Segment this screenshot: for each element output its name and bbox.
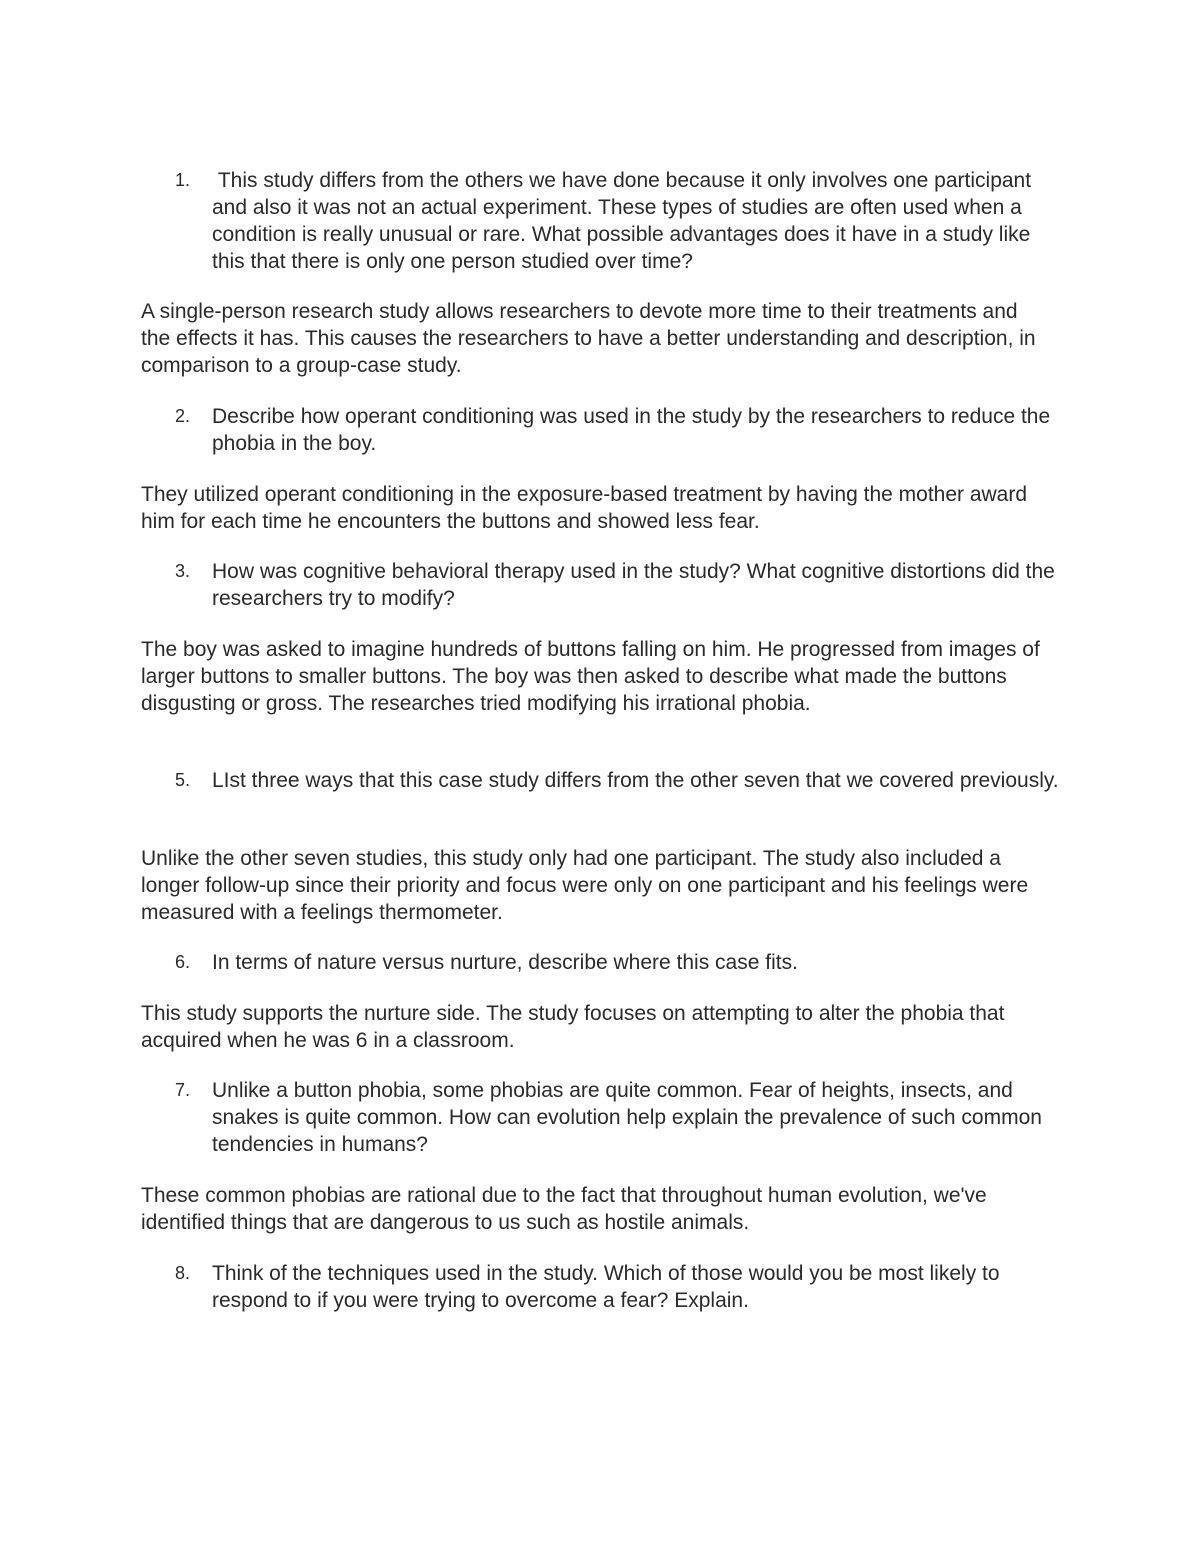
question-6 (141, 949, 1061, 976)
question-number: 1. (175, 170, 191, 190)
question-number: 2. (175, 406, 191, 426)
question-7 (141, 1077, 1061, 1158)
question-text: Unlike a button phobia, some phobias are quite common. Fear of heights, insects, and snakes is quite common. How can evolution help explain the prevalence of such common tendencies in humans? (212, 1079, 1042, 1156)
question-number: 6. (175, 952, 191, 972)
question-2 (141, 403, 1061, 457)
question-text: Describe how operant conditioning was used in the study by the researchers to reduce the phobia in the boy. (212, 405, 1051, 455)
question-text: In terms of nature versus nurture, describe where this case fits. (212, 951, 798, 974)
question-number: 7. (175, 1080, 191, 1100)
question-number: 5. (175, 770, 191, 790)
question-number: 3. (175, 561, 191, 581)
question-1 (141, 167, 1061, 275)
question-number: 8. (175, 1263, 191, 1283)
answer-6: This study supports the nurture side. The study focuses on attempting to alter the phobia that acquired when he was 6 in a classroom. (141, 1002, 1005, 1052)
question-text: This study differs from the others we have done because it only involves one participant and also it was not an actual experiment. These types of studies are often used when a condition is really unusual or rare. What possible advantages does it have in a study like this that there is only one person studied over time? (212, 169, 1037, 273)
answer-1: A single-person research study allows researchers to devote more time to their treatments and the effects it has. This causes the researchers to have a better understanding and description, in comparison to a group-case study. (141, 300, 1036, 377)
answer-7: These common phobias are rational due to the fact that throughout human evolution, we've identified things that are dangerous to us such as hostile animals. (141, 1184, 987, 1234)
answer-3: The boy was asked to imagine hundreds of buttons falling on him. He progressed from images of larger buttons to smaller buttons. The boy was then asked to describe what made the buttons disgusting or gross. The researches tried modifying his irrational phobia. (141, 638, 1040, 715)
question-text: How was cognitive behavioral therapy used in the study? What cognitive distortions did the researchers try to modify? (212, 560, 1055, 610)
answer-5: Unlike the other seven studies, this study only had one participant. The study also included a longer follow-up since their priority and focus were only on one participant and his feelings were measured with a feelings thermometer. (141, 847, 1029, 924)
question-5 (141, 767, 1061, 794)
question-8 (141, 1260, 1061, 1314)
answer-2: They utilized operant conditioning in the exposure-based treatment by having the mother award him for each time he encounters the buttons and showed less fear. (141, 483, 1028, 533)
question-text: Think of the techniques used in the study. Which of those would you be most likely to respond to if you were trying to overcome a fear? Explain. (212, 1262, 1000, 1312)
question-3 (141, 558, 1061, 612)
question-text: LIst three ways that this case study differs from the other seven that we covered previously. (212, 769, 1059, 792)
